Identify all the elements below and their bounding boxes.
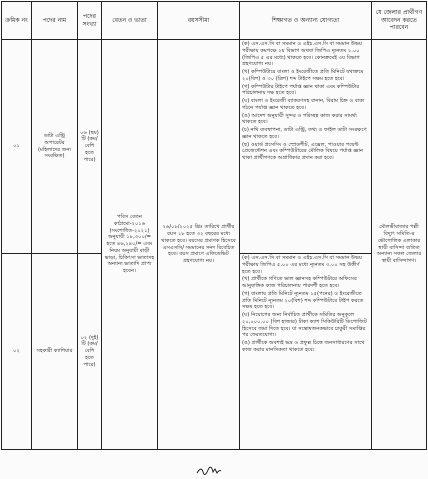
- qualification-item: (ঘ) নিয়োগের জন্য নির্বাচিত প্রার্থীকে সমিতির অনুকূলে ২০,০০০.০০ (বিশ হাজার) টাকা ক্যাশ সিকিউরিটি ডিপোজিট হিসেবে জমা দিতে হবে। যা সন্তোষজনকভাবে চাকুরী সমাপ্তির পর ফেরতযোগ্য।: [242, 312, 367, 339]
- pay-cell: পবিস বেতন কাঠামো-২০১৬ (সংশোধিত-২০২১) অনুযায়ী ১৮,৩০০/= হতে ৪৬,২৪০/= এবং নিয়ম অনুযায়ী বাড়ী ভাড়া, চিকিৎসা ভাতাসহ অন্যান্য ভাতাদি প্রাপ্য হবেন।: [102, 40, 158, 450]
- qualification-item: (ঙ) আদেশ অনুযায়ী সুন্দর ও পরিচ্ছন্ন কাজ করার সামর্থ্য থাকতে হবে।: [242, 112, 357, 126]
- qualification-item: (খ) প্রার্থীকে গণিতে ভাল জ্ঞানসহ কম্পিউটারে অফিসের আনুষাঙ্গিক কাজ পরিচালনায় পারদর্শী হতে হবে।: [242, 276, 357, 289]
- header-post-name: পদের নাম: [32, 2, 78, 40]
- qualification-cell: [240, 254, 372, 450]
- header-age: বয়সসীমা: [158, 2, 240, 40]
- table-row: [2, 40, 427, 254]
- qualification-item: (ঙ) প্রার্থীকে অবশ্যই ভদ্র ও প্রফুল্ল চিত্তে জনসাধারণের সাথে কাজ করার মানসিকতা থাকতে হবে।: [242, 340, 365, 353]
- qualification-item: (ক) এস.এস.সি বা সমমান ও এইচ.এস.সি বা সমমান উভয় পরীক্ষায় জিপিএ ৫.০০ এর মধ্যে ন্যূনতম ৩.০০ সহ উত্তীর্ণ হতে হবে।: [242, 255, 362, 275]
- qualification-item: (চ) নথি ব্যবস্থাপনা, ডাটা এন্ট্রি, তথ্য ও ফাইল ডাটা সংরক্ষণে জ্ঞান থাকতে হবে।: [242, 127, 367, 140]
- qualification-item: (গ) কম্পিউটার টাইপে পর্যাপ্ত জ্ঞান থাকা এবং কম্পিউটার পরিচালনায় দক্ষ হতে হবে।: [242, 83, 360, 97]
- post-name-cell: ডাটা এন্ট্রি অপারেটর (মহিলাদের জন্য সংরক্ষিত): [32, 40, 78, 254]
- header-pay: বেতন ও ভাতা: [102, 2, 158, 40]
- post-name-cell: সহকারী ক্যাশিয়ার: [32, 254, 78, 450]
- qualification-item: (খ) কম্পিউটারে বাংলা ও ইংরেজীতে প্রতি মিনিটে যথাক্রমে ২০(বিশ) ও ৩০ (ত্রিশ) শব্দ টাইপে সক্ষম হতে হবে।: [242, 69, 364, 82]
- serial-cell: ০২: [2, 254, 32, 450]
- post-count-cell: ০৬ (ছয়) টি (কম/ বেশি হতে পারে): [78, 40, 102, 254]
- serial-cell: ০১: [2, 40, 32, 254]
- eligible-district-cell: মৌলভীবাজার পল্লী বিদ্যুৎ সমিতি-র ভৌগোলিক এলাকার স্থায়ী বাসিন্দা ব্যতিত অন্যান্য সকল জেলার স্থায়ী বাসিন্দাগণ।: [372, 40, 427, 450]
- header-eligible-district: যে জেলার প্রার্থীগণ আবেদন করতে পারবেন: [372, 2, 427, 40]
- table-header-row: [2, 2, 427, 40]
- qualification-item: (গ) বাংলায় প্রতি মিনিটে ন্যূনতম ১৫(পনের) ও ইংরেজীতে প্রতি মিনিটে ন্যূনতম ২০(বিশ) শব্দ কম্পিউটারে টাইপ করতে সক্ষম হতে হবে।: [242, 290, 364, 311]
- header-serial: ক্রমিক নং: [2, 2, 32, 40]
- post-count-cell: ০২ (দুই) টি (কম/ বেশি হতে পারে): [78, 254, 102, 450]
- qualification-item: (ছ) ওয়ার্ড প্রসেসিং ও স্প্রেডশীট, এক্সেল, পাওয়ার পয়েন্ট প্রেজেন্টেশন এবং কম্পিউটারের মৌলিক বিষয়ে পর্যাপ্ত জ্ঞান থাকা প্রার্থীগণকে অগ্রাধিকার প্রদান করা হবে।: [242, 141, 363, 161]
- qualification-item: (ঘ) বাংলা ও ইংরেজী ব্যাকরণসহ বানান, বিরাম চিহ্ন ও বাক্য গঠনে পর্যাপ্ত জ্ঞান থাকতে হবে।: [242, 98, 365, 111]
- qualification-item: (ক) এস.এস.সি বা সমমান ও এইচ.এস.সি বা সমমান উভয় পরীক্ষায় কমপক্ষে ২য় বিভাগ অথবা জিপিএ ন্যূনতম ২.০০ (জিপিএ ৫ এর মধ্যে) থাকতে হবে। কোনক্রমেই ৩য় বিভাগ গ্রহণযোগ্য নয়।: [242, 41, 362, 68]
- header-qualification: শিক্ষাগত ও অন্যান্য যোগ্যতা: [240, 2, 372, 40]
- signature-mark: [196, 466, 222, 476]
- qualification-cell: [240, 40, 372, 254]
- recruitment-table: [1, 1, 427, 450]
- header-post-count: পদের সংখ্যা: [78, 2, 102, 40]
- age-cell: ২৬/০৮/২০২৫ খ্রিঃ তারিখে প্রার্থীর বয়স ১৮ হতে ৩২ বছরের মধ্যে থাকতে হবে। বয়সের প্রমাণক হিসেবে এসএসসি/ সমমানের সনদ বিবেচিত হবে। বয়স প্রমাণে এফিডেভিট গ্রহণযোগ্য নয়।: [158, 40, 240, 450]
